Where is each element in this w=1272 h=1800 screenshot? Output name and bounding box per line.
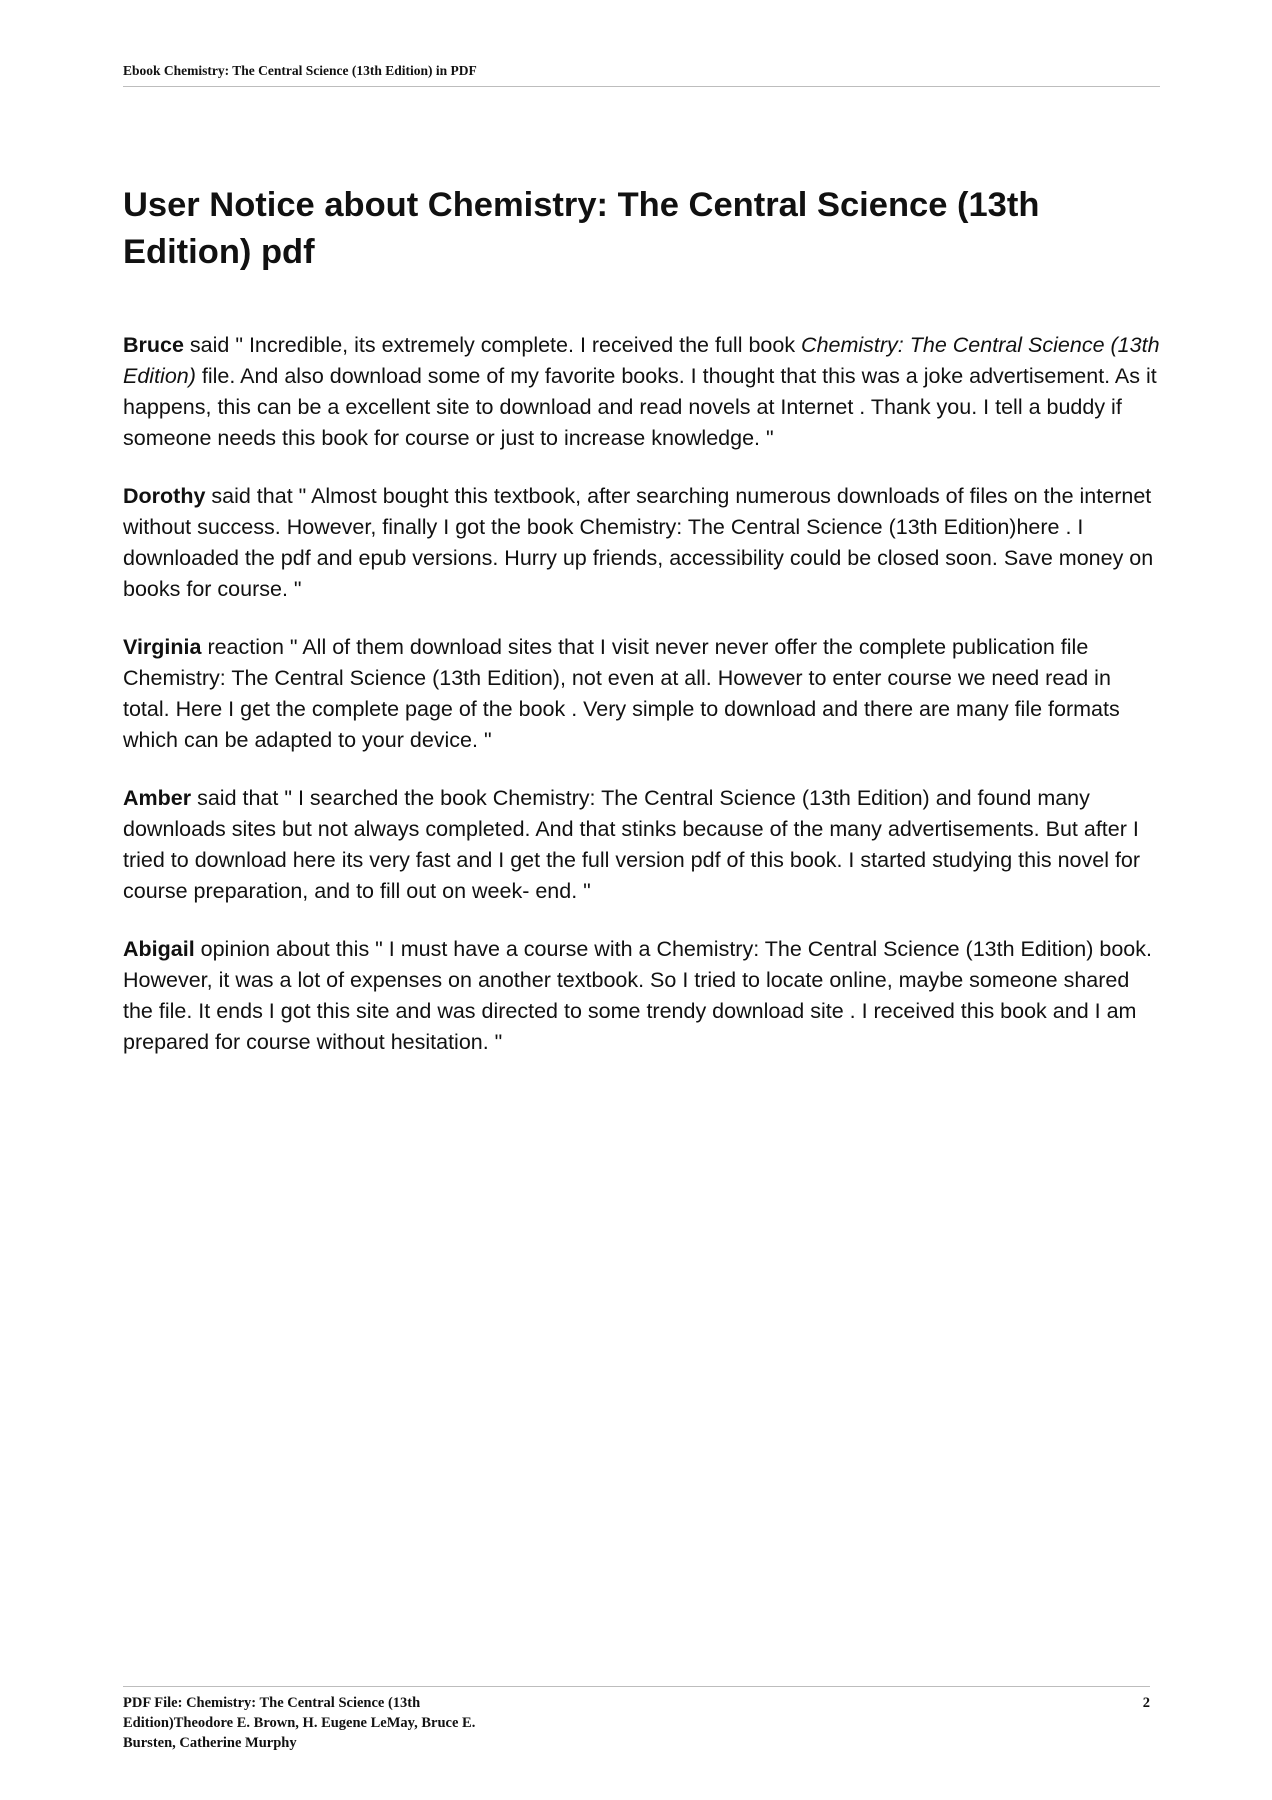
running-header [123,62,1160,87]
review-paragraph [123,481,1163,605]
footer-text: PDF File: Chemistry: The Central Science (13th Edition)Theodore E. Brown, H. Eugene LeMay, Bruce E. Bursten, Catherine Murphy [123,1695,476,1751]
running-footer [123,1686,1150,1751]
reviewer-name: Bruce [123,333,184,357]
reviews-section [123,330,1163,1085]
book-title-italic: Chemistry: The Central Science (13th Edition) [123,333,1160,388]
reviewer-name: Dorothy [123,484,206,508]
review-text: file. And also download some of my favorite books. I thought that this was a joke advertisement. As it happens, this can be a excellent site to download and read novels at Internet . Thank you. I tell a buddy if someone needs this book for course or just to increase knowledge. " [123,364,1157,450]
review-paragraph [123,632,1163,756]
review-text: said " Incredible, its extremely complete. I received the full book [183,333,802,357]
page-number: 2 [1142,1695,1150,1711]
reviewer-name: Abigail [123,937,195,961]
reviewer-name: Amber [123,786,192,810]
header-text: Ebook Chemistry: The Central Science (13th Edition) in PDF [123,63,477,78]
reviewer-name: Virginia [123,635,202,659]
review-text: reaction " All of them download sites that I visit never never offer the complete publication file Chemistry: The Central Science (13th Edition), not even at all. However to enter course we need read in total. Here I get the complete page of the book . Very simple to download and there are many file formats which can be adapted to your device. " [123,635,1120,752]
review-text: said that " I searched the book Chemistry: The Central Science (13th Edition) and found many downloads sites but not always completed. And that stinks because of the many advertisements. But after I tried to download here its very fast and I get the full version pdf of this book. I started studying this novel for course preparation, and to fill out on week- end. " [123,786,1141,903]
review-paragraph [123,330,1163,454]
review-text: said that " Almost bought this textbook, after searching numerous downloads of files on the internet without success. However, finally I got the book Chemistry: The Central Science (13th Edition)here . I downloaded the pdf and epub versions. Hurry up friends, accessibility could be closed soon. Save money on books for course. " [123,484,1154,601]
review-text: opinion about this " I must have a course with a Chemistry: The Central Science (13th Edition) book. However, it was a lot of expenses on another textbook. So I tried to locate online, maybe someone shared the file. It ends I got this site and was directed to some trendy download site . I received this book and I am prepared for course without hesitation. " [123,937,1152,1054]
review-paragraph [123,783,1163,907]
page-title: User Notice about Chemistry: The Central Science (13th Edition) pdf [123,186,1040,271]
review-paragraph [123,934,1163,1058]
